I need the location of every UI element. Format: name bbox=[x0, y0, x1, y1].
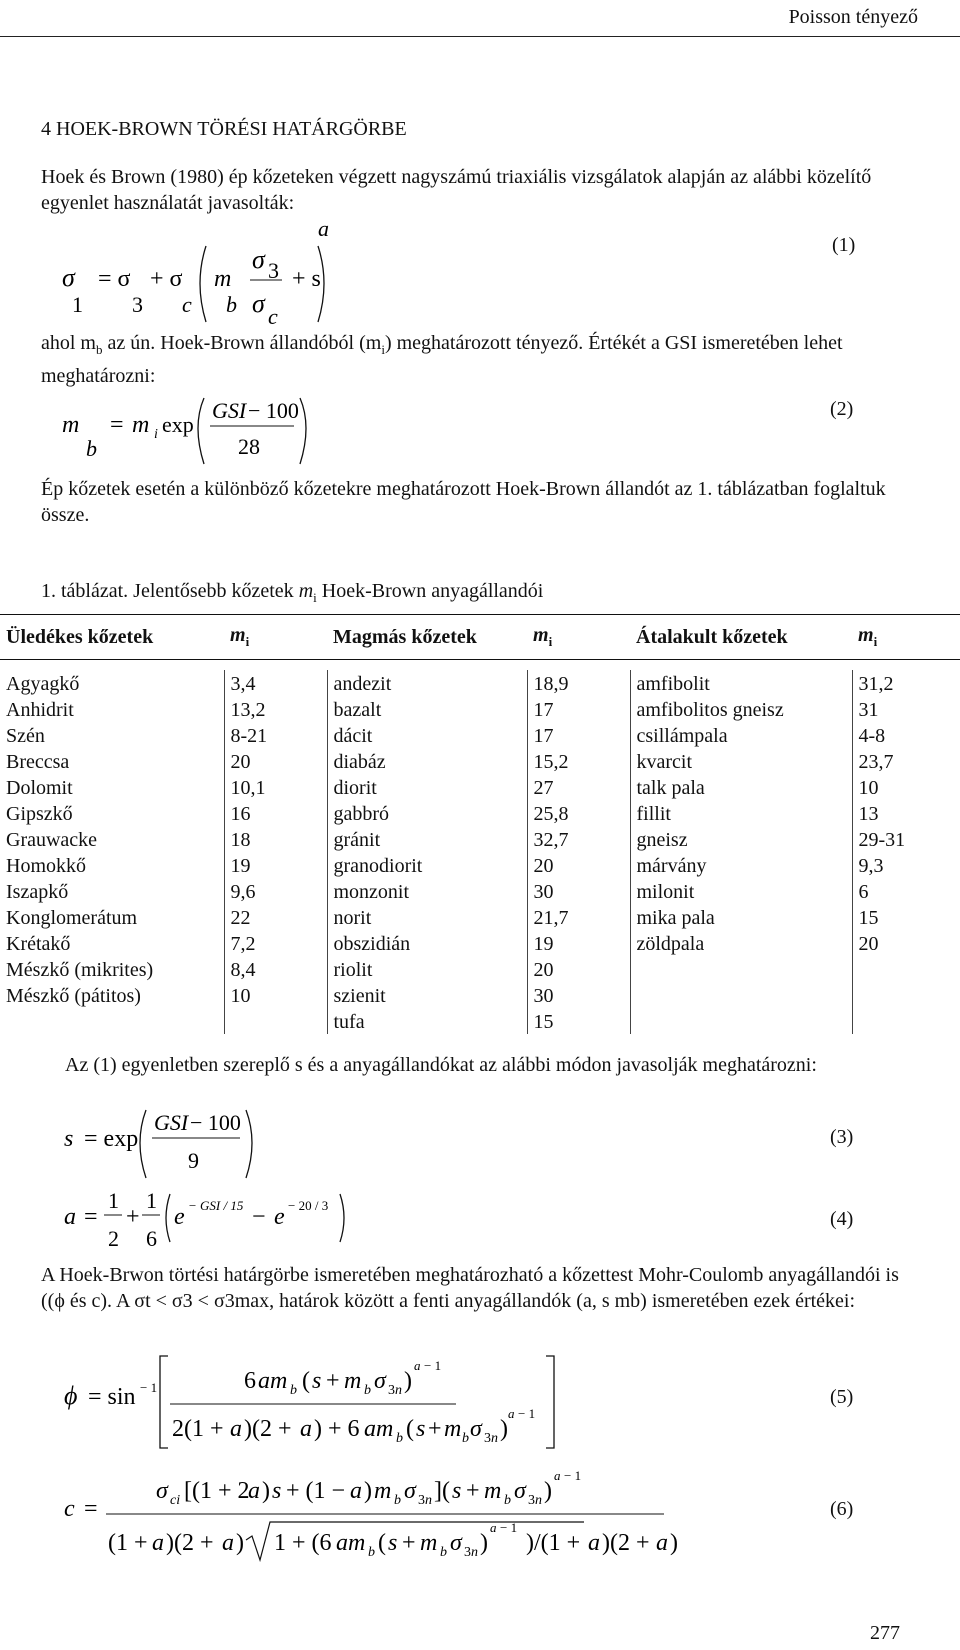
svg-text:)(2 +: )(2 + bbox=[244, 1416, 292, 1442]
svg-text:a: a bbox=[350, 1478, 362, 1504]
ahol-sub-b: b bbox=[96, 342, 103, 357]
svg-text:b: b bbox=[394, 1493, 401, 1508]
table-cell: 6 bbox=[852, 878, 960, 904]
svg-text:b: b bbox=[86, 436, 97, 461]
svg-text:s: s bbox=[312, 1368, 322, 1394]
svg-text:s: s bbox=[64, 1126, 74, 1152]
svg-text:+: + bbox=[326, 1368, 340, 1394]
table-cell: 10 bbox=[852, 774, 960, 800]
equation-6-number: (6) bbox=[830, 1498, 854, 1520]
svg-text:=: = bbox=[84, 1496, 98, 1522]
table-cell: Iszapkő bbox=[6, 881, 69, 903]
table-cell: 32,7 bbox=[527, 826, 630, 852]
svg-text:m: m bbox=[420, 1530, 438, 1556]
table-cell: 29-31 bbox=[852, 826, 960, 852]
table-cell: amfibolit bbox=[630, 670, 852, 696]
svg-text:m: m bbox=[214, 266, 232, 292]
header-mi-text: m bbox=[533, 624, 549, 646]
svg-text:+ s: + s bbox=[292, 266, 321, 292]
svg-text:6: 6 bbox=[244, 1368, 256, 1394]
table-cell: 19 bbox=[224, 852, 327, 878]
table-header-row bbox=[0, 615, 960, 660]
svg-text:m: m bbox=[484, 1478, 502, 1504]
equation-2-number: (2) bbox=[830, 398, 854, 420]
svg-text:b: b bbox=[396, 1431, 403, 1446]
svg-text:): ) bbox=[404, 1368, 412, 1394]
svg-text:σ: σ bbox=[450, 1530, 462, 1556]
header-mi-sub: i bbox=[873, 634, 878, 649]
svg-text:(1 +: (1 + bbox=[108, 1530, 148, 1556]
svg-text:a: a bbox=[300, 1416, 312, 1442]
svg-text:b: b bbox=[290, 1383, 297, 1398]
svg-text:1: 1 bbox=[146, 1188, 157, 1213]
equation-4-number: (4) bbox=[830, 1208, 854, 1230]
svg-text:σ: σ bbox=[470, 1416, 482, 1442]
svg-text:m: m bbox=[444, 1416, 462, 1442]
svg-text:σ: σ bbox=[514, 1478, 526, 1504]
svg-text:): ) bbox=[670, 1530, 678, 1556]
svg-text:b: b bbox=[462, 1431, 469, 1446]
svg-text:i: i bbox=[154, 427, 158, 442]
table-row bbox=[0, 1008, 960, 1034]
svg-text:= σ: = σ bbox=[98, 266, 131, 292]
equation-4 bbox=[64, 1184, 884, 1256]
svg-text:3: 3 bbox=[268, 258, 279, 283]
equation-6-graphic bbox=[64, 1464, 704, 1574]
svg-text:3n: 3n bbox=[388, 1383, 402, 1398]
table-cell: 10 bbox=[224, 982, 327, 1008]
table-cell: 8,4 bbox=[224, 956, 327, 982]
section-heading: 4 HOEK-BROWN TÖRÉSI HATÁRGÖRBE bbox=[41, 118, 407, 140]
table-cell: 30 bbox=[527, 982, 630, 1008]
svg-text:+ (1 −: + (1 − bbox=[286, 1478, 346, 1504]
svg-text:1: 1 bbox=[72, 292, 83, 317]
svg-text:s: s bbox=[272, 1478, 282, 1504]
equation-6 bbox=[64, 1464, 884, 1574]
table-cell: 27 bbox=[527, 774, 630, 800]
svg-text:3n: 3n bbox=[464, 1545, 478, 1560]
svg-text:b: b bbox=[368, 1545, 375, 1560]
table-cell bbox=[630, 956, 852, 982]
svg-text:+: + bbox=[466, 1478, 480, 1504]
table-cell: 17 bbox=[527, 722, 630, 748]
ahol-text-1: ahol m bbox=[41, 332, 96, 354]
table-cell: fillit bbox=[630, 800, 852, 826]
table-cell: 9,3 bbox=[852, 852, 960, 878]
table-cell: milonit bbox=[630, 878, 852, 904]
svg-text:σ: σ bbox=[252, 245, 265, 274]
table-cell: bazalt bbox=[327, 696, 527, 722]
svg-text:3n: 3n bbox=[528, 1493, 542, 1508]
ep-paragraph: Ép kőzetek esetén a különböző kőzetekre meghatározott Hoek-Brown állandót az 1. táblázatban foglaltuk össze. bbox=[41, 478, 886, 526]
svg-text:m: m bbox=[62, 412, 80, 438]
svg-text:ϕ: ϕ bbox=[64, 1381, 78, 1410]
table-cell: Anhidrit bbox=[6, 699, 74, 721]
table-cell: monzonit bbox=[327, 878, 527, 904]
svg-text:1: 1 bbox=[108, 1188, 119, 1213]
svg-text:s: s bbox=[452, 1478, 462, 1504]
table-row bbox=[0, 696, 960, 722]
svg-text:a: a bbox=[414, 1358, 421, 1373]
svg-text:[(1 + 2: [(1 + 2 bbox=[184, 1478, 250, 1504]
svg-text:m: m bbox=[344, 1368, 362, 1394]
svg-text:+: + bbox=[126, 1204, 140, 1230]
table-row bbox=[0, 852, 960, 878]
svg-text:− 1: − 1 bbox=[140, 1380, 158, 1395]
svg-text:+ σ: + σ bbox=[150, 266, 183, 292]
svg-text:= sin: = sin bbox=[88, 1384, 136, 1410]
table-cell: talk pala bbox=[630, 774, 852, 800]
table-cell: gránit bbox=[327, 826, 527, 852]
table-row bbox=[0, 670, 960, 696]
table-cell: 9,6 bbox=[224, 878, 327, 904]
table-cell: amfibolitos gneisz bbox=[630, 696, 852, 722]
svg-text:s: s bbox=[416, 1416, 426, 1442]
equation-1-graphic bbox=[54, 218, 874, 328]
header-mi-sub: i bbox=[245, 634, 250, 649]
svg-text:): ) bbox=[262, 1478, 270, 1504]
svg-text:b: b bbox=[364, 1383, 371, 1398]
table-row bbox=[0, 774, 960, 800]
svg-text:GSI: GSI bbox=[212, 398, 247, 423]
az1-paragraph: Az (1) egyenletben szereplő s és a anyagállandókat az alábbi módon javasolják meghatározni: bbox=[65, 1054, 817, 1076]
svg-text:σ: σ bbox=[374, 1368, 386, 1394]
equation-5-graphic bbox=[64, 1352, 584, 1462]
equation-4-graphic bbox=[64, 1184, 384, 1256]
table-cell: tufa bbox=[327, 1008, 527, 1034]
table-cell bbox=[224, 1008, 327, 1034]
header-mi-sub: i bbox=[548, 634, 553, 649]
svg-text:− 1: − 1 bbox=[564, 1468, 582, 1483]
equation-3 bbox=[64, 1106, 884, 1184]
table-cell: 22 bbox=[224, 904, 327, 930]
table-cell: riolit bbox=[327, 956, 527, 982]
ahol-paragraph bbox=[41, 330, 921, 389]
table-row bbox=[0, 800, 960, 826]
svg-text:− 1: − 1 bbox=[500, 1520, 518, 1535]
table-cell: 20 bbox=[527, 956, 630, 982]
table-row bbox=[0, 904, 960, 930]
table-cell: 4-8 bbox=[852, 722, 960, 748]
svg-text:c: c bbox=[268, 304, 278, 329]
svg-text:c: c bbox=[182, 292, 192, 317]
svg-text:− 1: − 1 bbox=[518, 1406, 536, 1421]
svg-text:−: − bbox=[252, 1204, 266, 1230]
table-cell: 13 bbox=[852, 800, 960, 826]
svg-text:): ) bbox=[364, 1478, 372, 1504]
table-cell: 15,2 bbox=[527, 748, 630, 774]
table-cell: Szén bbox=[6, 725, 45, 747]
table-cell: 17 bbox=[527, 696, 630, 722]
table-row bbox=[0, 878, 960, 904]
svg-text:a: a bbox=[656, 1530, 668, 1556]
svg-text:am: am bbox=[364, 1416, 394, 1442]
table-cell: szienit bbox=[327, 982, 527, 1008]
caption-mi: m bbox=[298, 580, 314, 602]
svg-text:a: a bbox=[248, 1478, 260, 1504]
table-cell bbox=[852, 956, 960, 982]
svg-text:− 20 / 3: − 20 / 3 bbox=[288, 1198, 329, 1213]
svg-text:](: ]( bbox=[434, 1478, 450, 1504]
svg-text:)/(1 +: )/(1 + bbox=[526, 1530, 581, 1556]
table-cell: 15 bbox=[852, 904, 960, 930]
table-cell bbox=[852, 982, 960, 1008]
table-cell: 23,7 bbox=[852, 748, 960, 774]
header-mi bbox=[527, 615, 630, 660]
svg-text:− 100: − 100 bbox=[190, 1110, 241, 1135]
table-cell: 18,9 bbox=[527, 670, 630, 696]
svg-text:a: a bbox=[490, 1520, 497, 1535]
table-row bbox=[0, 826, 960, 852]
table-row bbox=[0, 748, 960, 774]
table-cell: obszidián bbox=[327, 930, 527, 956]
svg-text:6: 6 bbox=[146, 1226, 157, 1251]
svg-text:e: e bbox=[274, 1204, 285, 1230]
equation-3-graphic bbox=[64, 1106, 364, 1184]
header-igneous: Magmás kőzetek bbox=[327, 615, 527, 660]
table-cell: Breccsa bbox=[6, 751, 70, 773]
table-cell: Mészkő (mikrites) bbox=[6, 959, 154, 981]
svg-text:m: m bbox=[132, 412, 150, 438]
svg-text:): ) bbox=[480, 1530, 488, 1556]
svg-text:s: s bbox=[388, 1530, 398, 1556]
equation-2 bbox=[62, 396, 882, 476]
svg-text:= exp: = exp bbox=[84, 1126, 139, 1152]
svg-text:+: + bbox=[428, 1416, 442, 1442]
header-sedimentary: Üledékes kőzetek bbox=[0, 615, 224, 660]
equation-5 bbox=[64, 1352, 884, 1462]
svg-text:σ: σ bbox=[404, 1478, 416, 1504]
equation-3-number: (3) bbox=[830, 1126, 854, 1148]
table-row bbox=[0, 930, 960, 956]
header-mi-text: m bbox=[858, 624, 874, 646]
svg-text:− 100: − 100 bbox=[248, 398, 299, 423]
svg-text:ci: ci bbox=[170, 1493, 181, 1508]
table-cell: márvány bbox=[630, 852, 852, 878]
header-metamorphic: Átalakult kőzetek bbox=[630, 615, 852, 660]
table-cell: andezit bbox=[327, 670, 527, 696]
svg-text:a: a bbox=[222, 1530, 234, 1556]
svg-text:b: b bbox=[226, 292, 237, 317]
table-cell: 10,1 bbox=[224, 774, 327, 800]
svg-text:σ: σ bbox=[252, 289, 265, 318]
page-number: 277 bbox=[870, 1622, 900, 1644]
table-row bbox=[0, 982, 960, 1008]
table-cell: 3,4 bbox=[224, 670, 327, 696]
table-cell: 16 bbox=[224, 800, 327, 826]
equation-2-graphic bbox=[62, 396, 482, 476]
svg-text:am: am bbox=[258, 1368, 288, 1394]
svg-text:(: ( bbox=[378, 1530, 386, 1556]
table-cell: 21,7 bbox=[527, 904, 630, 930]
svg-text:a: a bbox=[64, 1204, 76, 1230]
header-mi bbox=[852, 615, 960, 660]
caption-sub: i bbox=[313, 590, 317, 605]
table-cell: 8-21 bbox=[224, 722, 327, 748]
table-cell: Grauwacke bbox=[6, 829, 98, 851]
svg-text:b: b bbox=[504, 1493, 511, 1508]
svg-text:a: a bbox=[318, 216, 329, 241]
header-rule bbox=[0, 36, 960, 37]
table-cell bbox=[0, 1008, 224, 1034]
table-cell: Konglomerátum bbox=[6, 907, 138, 929]
ahol-sub-i: i bbox=[381, 342, 385, 357]
ahol-text-3: ) meghatározott tényező. Értékét a GSI ismeretében lehet meghatározni: bbox=[41, 332, 843, 387]
table-cell: 20 bbox=[527, 852, 630, 878]
svg-text:− GSI / 15: − GSI / 15 bbox=[188, 1198, 244, 1213]
table-cell: csillámpala bbox=[630, 722, 852, 748]
svg-text:a: a bbox=[588, 1530, 600, 1556]
caption-prefix: 1. táblázat. Jelentősebb kőzetek bbox=[41, 580, 299, 602]
svg-text:GSI: GSI bbox=[154, 1110, 189, 1135]
table-cell: 31,2 bbox=[852, 670, 960, 696]
svg-text:a: a bbox=[230, 1416, 242, 1442]
svg-text:3n: 3n bbox=[418, 1493, 432, 1508]
table-cell: kvarcit bbox=[630, 748, 852, 774]
svg-text:3: 3 bbox=[132, 292, 143, 317]
svg-text:a: a bbox=[554, 1468, 561, 1483]
svg-text:(: ( bbox=[302, 1368, 310, 1394]
svg-text:b: b bbox=[440, 1545, 447, 1560]
equation-1 bbox=[54, 218, 884, 328]
svg-text:3n: 3n bbox=[484, 1431, 498, 1446]
table-cell: zöldpala bbox=[630, 930, 852, 956]
table-cell: 30 bbox=[527, 878, 630, 904]
svg-text:): ) bbox=[236, 1530, 244, 1556]
table-cell: gabbró bbox=[327, 800, 527, 826]
table-cell: diabáz bbox=[327, 748, 527, 774]
svg-text:am: am bbox=[336, 1530, 366, 1556]
svg-text:σ: σ bbox=[156, 1478, 168, 1504]
table-cell: Homokkő bbox=[6, 855, 86, 877]
svg-text:exp: exp bbox=[162, 412, 194, 437]
svg-text:− 1: − 1 bbox=[424, 1358, 442, 1373]
table-cell: 31 bbox=[852, 696, 960, 722]
table-cell: Dolomit bbox=[6, 777, 73, 799]
table-cell: norit bbox=[327, 904, 527, 930]
svg-text:)(2 +: )(2 + bbox=[166, 1530, 214, 1556]
svg-text:=: = bbox=[84, 1204, 98, 1230]
table-cell: 25,8 bbox=[527, 800, 630, 826]
table-cell: Gipszkő bbox=[6, 803, 73, 825]
equation-1-number: (1) bbox=[832, 234, 856, 256]
svg-text:2: 2 bbox=[108, 1226, 119, 1251]
equation-5-number: (5) bbox=[830, 1386, 854, 1408]
header-mi-text: m bbox=[230, 624, 246, 646]
table-caption bbox=[41, 578, 543, 611]
table-cell: 7,2 bbox=[224, 930, 327, 956]
table-cell: gneisz bbox=[630, 826, 852, 852]
svg-text:a: a bbox=[152, 1530, 164, 1556]
svg-text:σ: σ bbox=[62, 263, 75, 292]
svg-text:9: 9 bbox=[188, 1148, 199, 1173]
table-cell: 18 bbox=[224, 826, 327, 852]
caption-suffix: Hoek-Brown anyagállandói bbox=[316, 580, 544, 602]
svg-text:c: c bbox=[64, 1496, 75, 1522]
svg-text:(: ( bbox=[406, 1416, 414, 1442]
table-cell: 20 bbox=[852, 930, 960, 956]
svg-text:): ) bbox=[544, 1478, 552, 1504]
table-cell: dácit bbox=[327, 722, 527, 748]
svg-text:m: m bbox=[374, 1478, 392, 1504]
table-cell bbox=[852, 1008, 960, 1034]
svg-text:e: e bbox=[174, 1204, 185, 1230]
table-cell bbox=[630, 982, 852, 1008]
running-header: Poisson tényező bbox=[788, 6, 918, 28]
header-mi bbox=[224, 615, 327, 660]
table-cell: Krétakő bbox=[6, 933, 71, 955]
svg-text:a: a bbox=[508, 1406, 515, 1421]
table-cell: Agyagkő bbox=[6, 673, 80, 695]
intro-paragraph: Hoek és Brown (1980) ép kőzeteken végzett nagyszámú triaxiális vizsgálatok alapján az alábbi közelítő egyenlet használatát javasolták: bbox=[41, 166, 872, 214]
table-cell: 20 bbox=[224, 748, 327, 774]
table-cell: granodiorit bbox=[327, 852, 527, 878]
table-cell: mika pala bbox=[630, 904, 852, 930]
ahol-text-2: az ún. Hoek-Brown állandóból (m bbox=[102, 332, 382, 354]
hoek-brown-table bbox=[0, 614, 960, 1034]
svg-text:)(2 +: )(2 + bbox=[602, 1530, 650, 1556]
svg-text:) + 6: ) + 6 bbox=[314, 1416, 360, 1442]
svg-text:1 + (6: 1 + (6 bbox=[274, 1530, 332, 1556]
svg-text:2(1 +: 2(1 + bbox=[172, 1416, 224, 1442]
table-cell: 19 bbox=[527, 930, 630, 956]
table-cell: 15 bbox=[527, 1008, 630, 1034]
hoek-paragraph: A Hoek-Brwon törtési határgörbe ismeretében meghatározható a kőzettest Mohr-Coulomb anyagállandói is ((ϕ és c). A σt < σ3 < σ3max, határok között a fenti anyagállandók (a, s mb) ismeretében ezek értékei: bbox=[41, 1264, 899, 1312]
table-cell: 13,2 bbox=[224, 696, 327, 722]
table-cell: Mészkő (pátitos) bbox=[6, 985, 141, 1007]
table-row bbox=[0, 722, 960, 748]
svg-text:+: + bbox=[402, 1530, 416, 1556]
table-cell bbox=[630, 1008, 852, 1034]
svg-text:): ) bbox=[500, 1416, 508, 1442]
svg-text:=: = bbox=[110, 412, 124, 438]
svg-text:28: 28 bbox=[238, 434, 260, 459]
table-row bbox=[0, 956, 960, 982]
table-cell: diorit bbox=[327, 774, 527, 800]
